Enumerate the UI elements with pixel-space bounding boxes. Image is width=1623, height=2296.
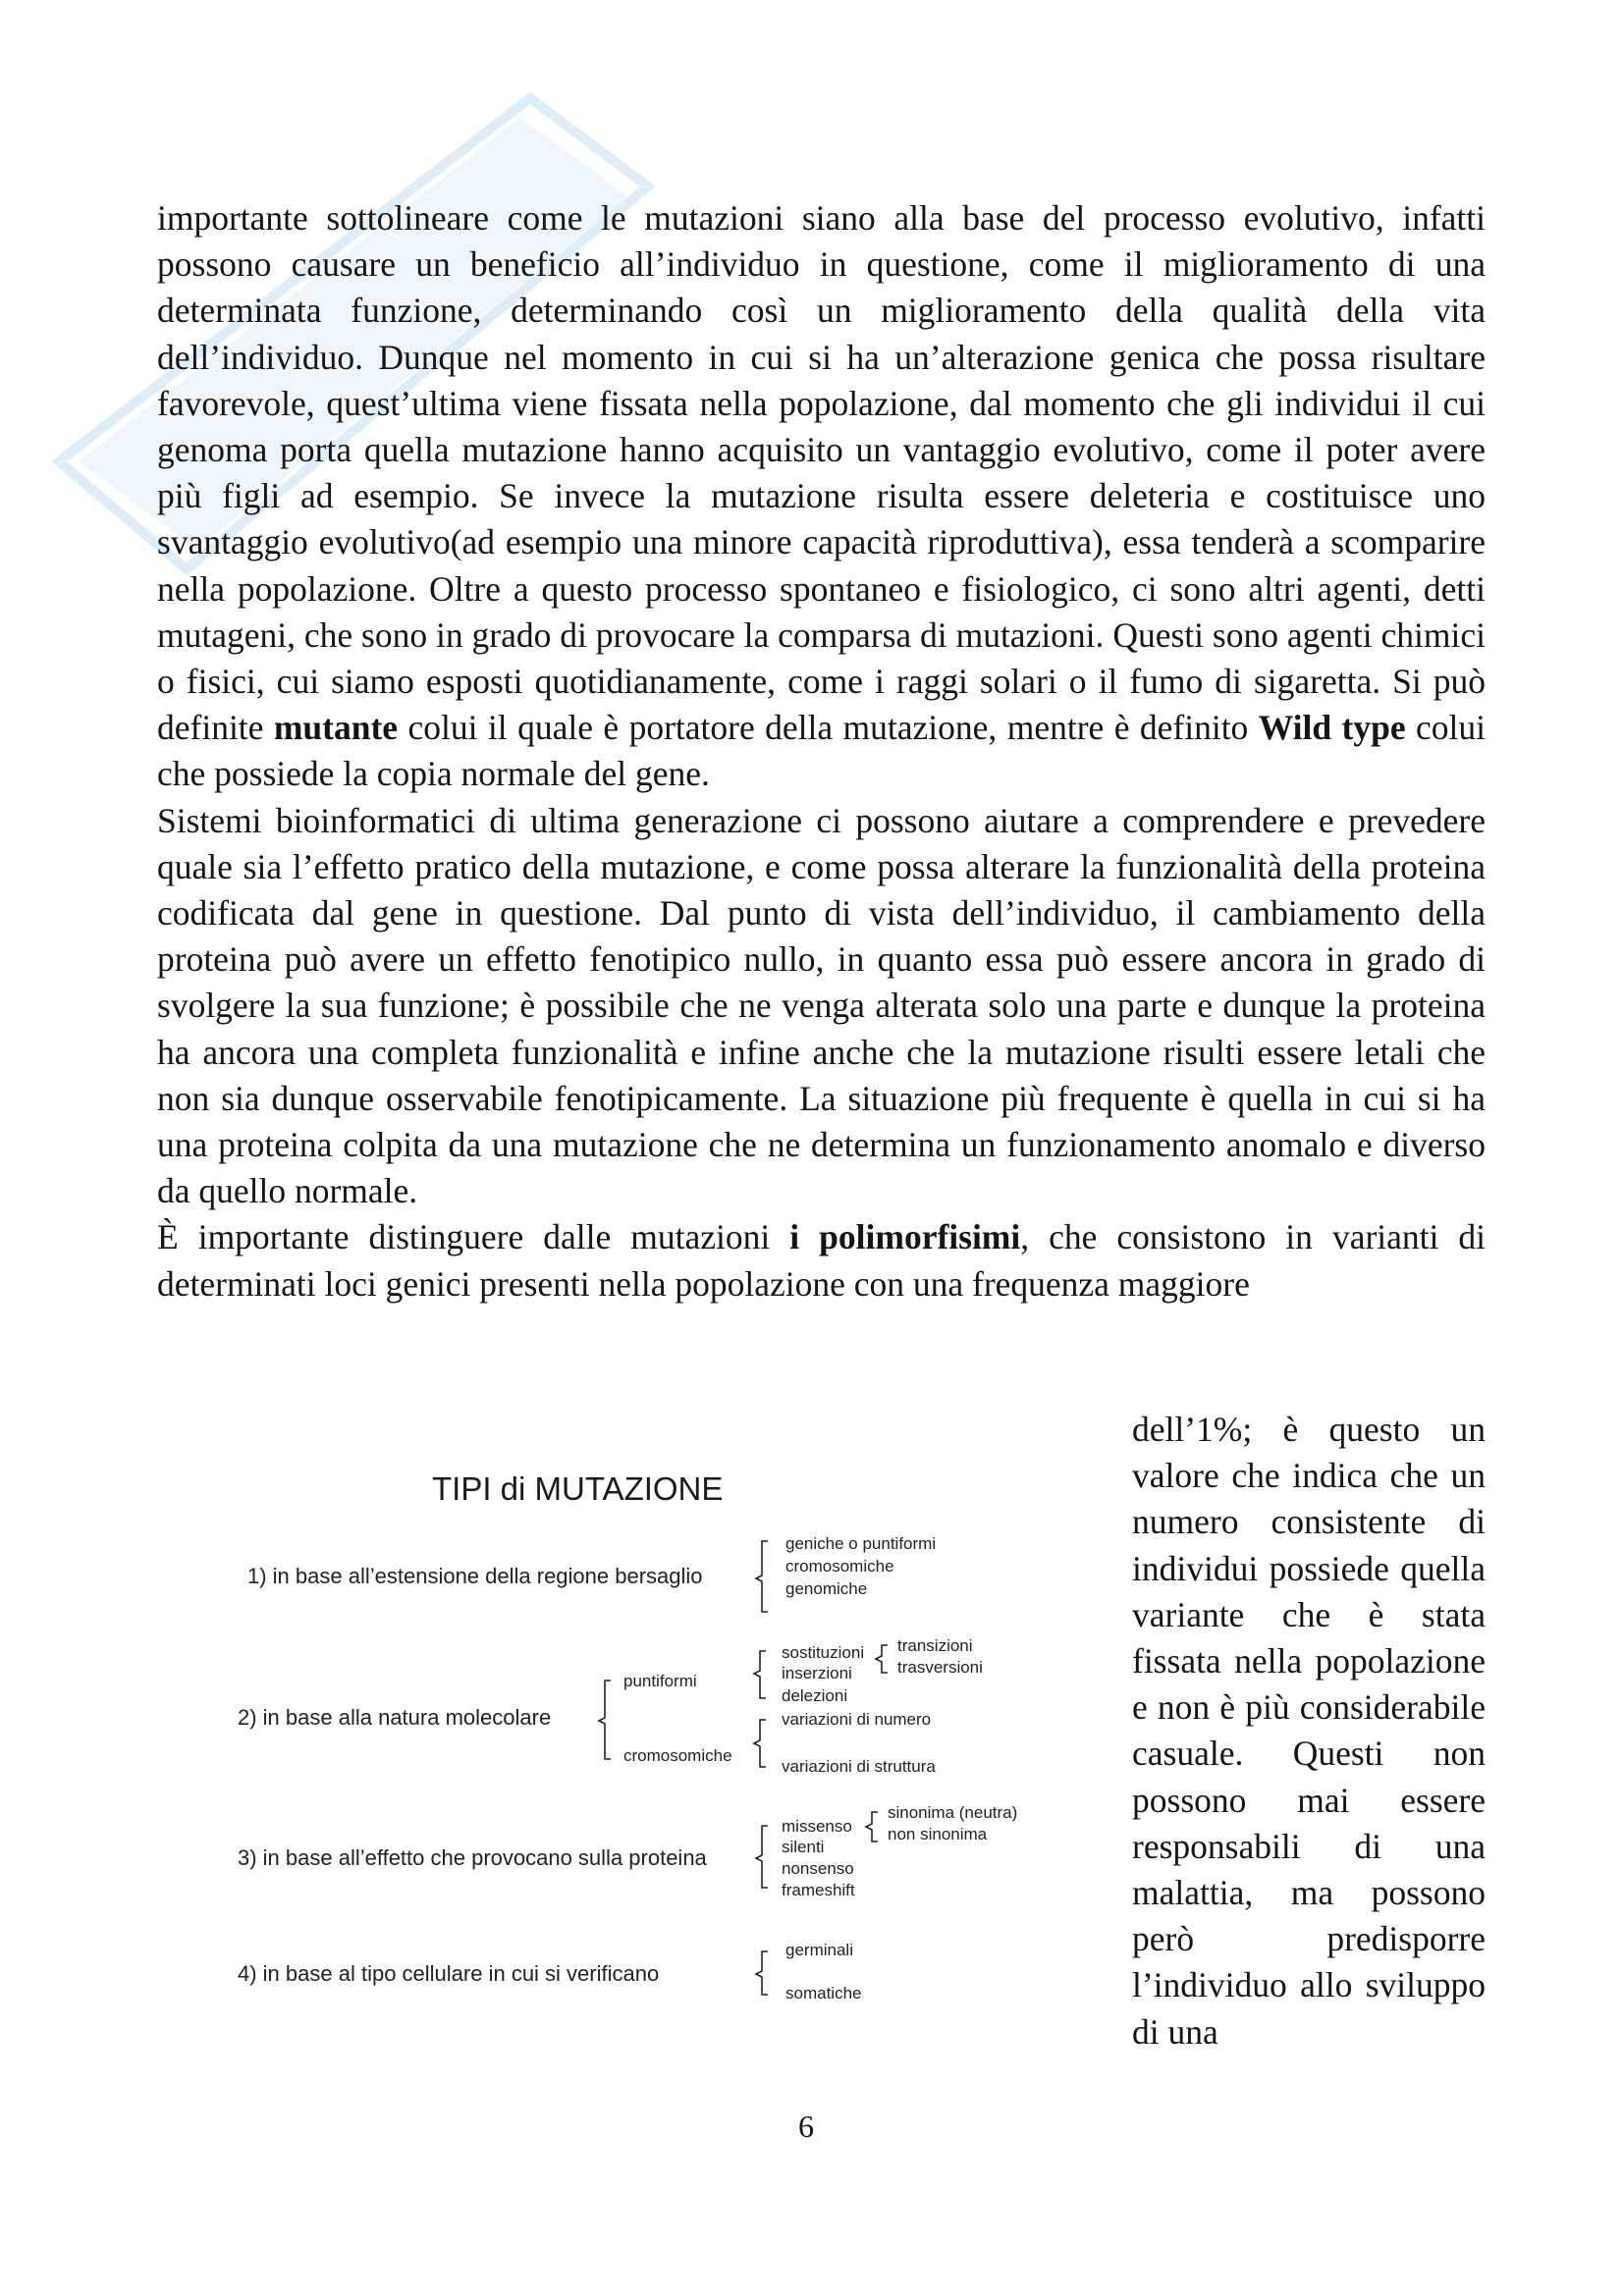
category-2-label: 2) in base alla natura molecolare xyxy=(238,1705,552,1730)
figure-title: TIPI di MUTAZIONE xyxy=(432,1470,724,1507)
cat3-missenso-sub: non sinonima xyxy=(888,1825,988,1843)
paragraph-3: È importante distinguere dalle mutazioni i polimorfisimi, che consistono in varianti di determinati loci genici presenti nella popolazione con una frequenza maggiore xyxy=(157,1217,1486,1304)
term-mutante: mutante xyxy=(273,708,399,748)
main-text xyxy=(157,195,1486,1308)
cat1-item: geniche o puntiformi xyxy=(785,1534,937,1553)
cat2-sostituzioni-sub: trasversioni xyxy=(897,1658,983,1677)
cat2-sub-cromosomiche: cromosomiche xyxy=(623,1746,732,1765)
cat3-missenso-sub: sinonima (neutra) xyxy=(888,1803,1018,1822)
cat2-puntiformi-item: delezioni xyxy=(782,1686,848,1705)
cat3-item: frameshift xyxy=(782,1881,855,1899)
cat2-sub-puntiformi: puntiformi xyxy=(623,1672,697,1690)
cat2-puntiformi-item: sostituzioni xyxy=(782,1643,865,1662)
paragraph-1: importante sottolineare come le mutazioni siano alla base del processo evolutivo, infatti possono causare un beneficio all’individuo in questione, come il miglioramento di una determinata funzione, determinando così un miglioramento della qualità della vita dell’individuo. Dunque nel momento in cui si ha un’alterazione genica che possa risultare favorevole, quest’ultima viene fissata nella popolazione, dal momento che gli individui il cui genoma porta quella mutazione hanno acquisito un vantaggio evolutivo, come il poter avere più figli ad esempio. Se invece la mutazione risulta essere deleteria e costituisce uno svantaggio evolutivo(ad esempio una minore capacità riproduttiva), essa tenderà a scomparire nella popolazione. Oltre a questo processo spontaneo e fisiologico, ci sono altri agenti, detti mutageni, che sono in grado di provocare la comparsa di mutazioni. Questi sono agenti chimici o fisici, cui siamo esposti quotidianamente, come i raggi solari o il fumo di sigaretta. Si può definite mutante colui il quale è portatore della mutazione, mentre è definito Wild type colui che possiede la copia normale del gene. xyxy=(157,198,1487,794)
term-polimorfismi: i polimorfisimi xyxy=(789,1217,1021,1257)
cat2-puntiformi-item: inserzioni xyxy=(782,1664,852,1682)
cat2-cromosomiche-item: variazioni di struttura xyxy=(782,1757,936,1776)
wrap-text-column xyxy=(1132,1407,1486,2056)
page-number: 6 xyxy=(798,2109,814,2144)
term-wild-type: Wild type xyxy=(1258,708,1406,748)
cat3-item: missenso xyxy=(782,1817,852,1836)
cat1-item: genomiche xyxy=(785,1579,868,1598)
category-4-label: 4) in base al tipo cellulare in cui si verificano xyxy=(238,1961,660,1986)
cat3-item: nonsenso xyxy=(782,1859,854,1878)
cat3-item: silenti xyxy=(782,1838,825,1856)
cat4-item: somatiche xyxy=(785,1984,862,2002)
category-3-label: 3) in base all’effetto che provocano sulla proteina xyxy=(238,1845,707,1870)
cat2-cromosomiche-item: variazioni di numero xyxy=(782,1710,932,1729)
cat1-item: cromosomiche xyxy=(785,1557,894,1575)
category-1-label: 1) in base all’estensione della regione bersaglio xyxy=(247,1564,703,1588)
paragraph-2: Sistemi bioinformatici di ultima generazione ci possono aiutare a comprendere e prevedere quale sia l’effetto pratico della mutazione, e come possa alterare la funzionalità della proteina codificata dal gene in questione. Dal punto di vista dell’individuo, il cambiamento della proteina può avere un effetto fenotipico nullo, in quanto essa può essere ancora in grado di svolgere la sua funzione; è possibile che ne venga alterata solo una parte e dunque la proteina ha ancora una completa funzionalità e infine anche che la mutazione risulti essere letali che non sia dunque osservabile fenotipicamente. La situazione più frequente è quella in cui si ha una proteina colpita da una mutazione che ne determina un funzionamento anomalo e diverso da quello normale. xyxy=(157,800,1486,1211)
cat4-item: germinali xyxy=(785,1941,853,1959)
wrap-paragraph: dell’1%; è questo un valore che indica che un numero consistente di individui possiede quella variante che è stata fissata nella popolazione e non è più considerabile casuale. Questi non possono mai essere responsabili di una malattia, ma possono però predisporre l’individuo allo sviluppo di una xyxy=(1132,1410,1486,2052)
cat2-sostituzioni-sub: transizioni xyxy=(897,1636,973,1655)
mutation-types-figure xyxy=(226,1453,1051,2042)
